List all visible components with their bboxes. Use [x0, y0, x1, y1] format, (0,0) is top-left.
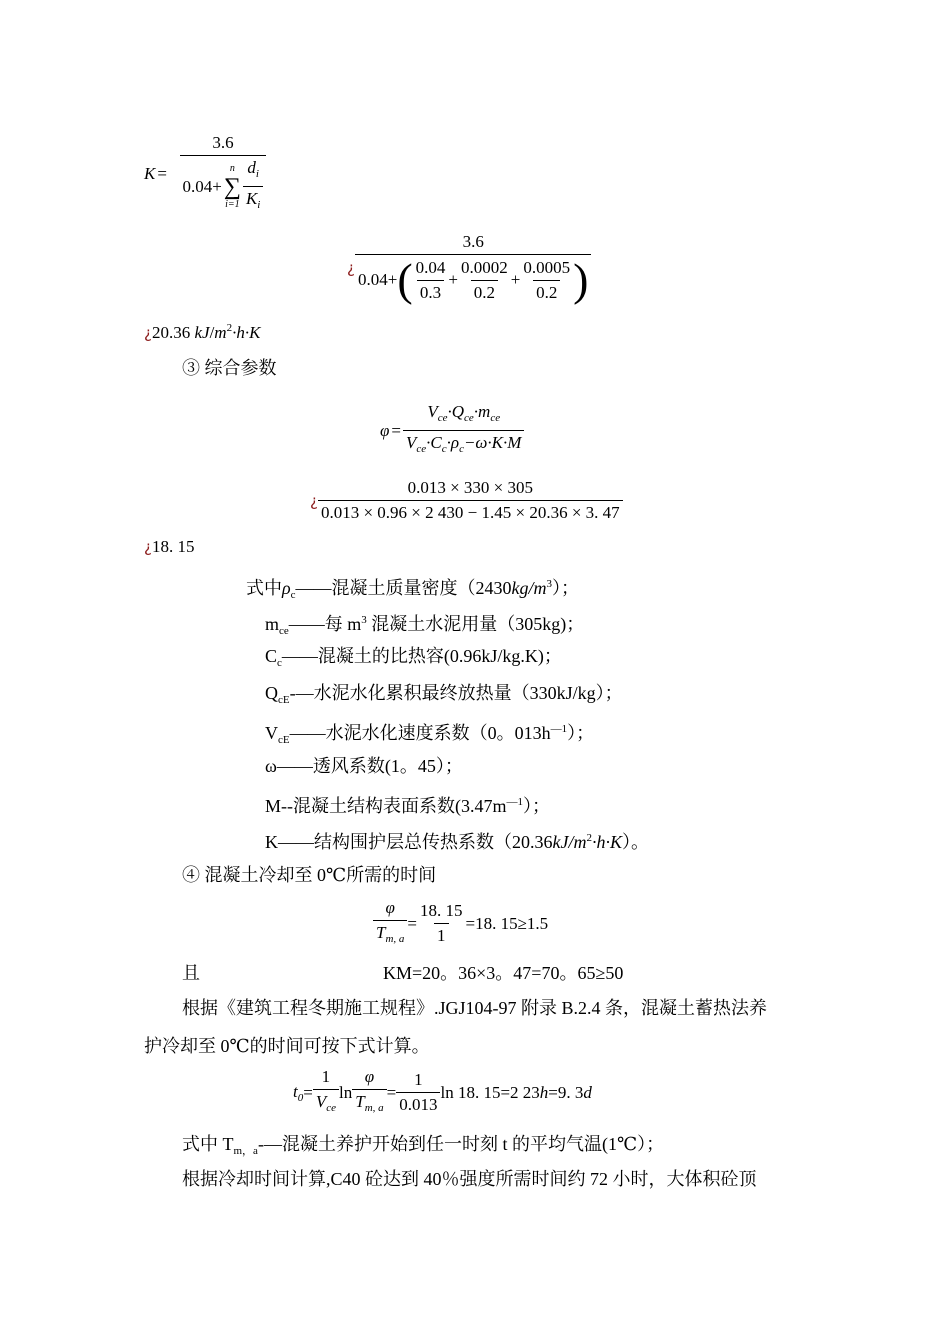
def-m-sup: —1: [506, 796, 523, 808]
k-eval-plus: +: [387, 270, 398, 289]
def-vce-sup: —1: [550, 723, 568, 735]
ratio-den: [373, 920, 407, 949]
k-inner-den: [243, 186, 263, 215]
ratio-den-2: 1: [434, 923, 449, 946]
def-k-unit-sup: 2: [586, 832, 592, 844]
k-result-unit-a: kJ: [194, 323, 210, 342]
ratio-eq: =: [407, 913, 418, 933]
phi-num-v: V: [427, 402, 438, 421]
phi-denominator: [403, 430, 524, 459]
k-eval-plus-2: +: [448, 270, 458, 289]
k-result-unit-rest: ·h·K: [232, 323, 261, 342]
def-m-text-b: ）；: [523, 796, 550, 816]
def-rho-tail: ）；: [552, 578, 580, 598]
phi-num-q-sub: ce: [464, 412, 474, 424]
def-mce-sym: m: [265, 614, 280, 634]
paragraph-1-continued: 护冷却至 0℃的时间可按下式计算。: [144, 1036, 430, 1056]
def-mce-sup: 3: [361, 614, 367, 626]
def-mce-sub: ce: [279, 625, 289, 637]
term-2-den: 0.2: [471, 280, 498, 303]
def-qce-text: -—水泥水化累积最终放热量（330kJ/kg）；: [289, 683, 623, 703]
t0-eq-2: =: [386, 1082, 397, 1102]
def-k-unit-rest: ·h·K: [591, 832, 622, 852]
k-eval-den-const: 0.04: [357, 270, 388, 289]
k-inner-fraction: [243, 158, 263, 215]
phi-den-v-sub: ce: [416, 443, 427, 455]
k-eval-denominator: [355, 254, 591, 303]
phi-lhs: φ: [380, 420, 390, 440]
def-mce-text-b: 混凝土水泥用量（305kg)；: [366, 614, 585, 634]
def-rho-sym: ρ: [282, 578, 291, 598]
k-eval-marker: ¿: [347, 258, 355, 277]
def-rho-prefix: 式中: [246, 578, 282, 598]
paragraph-1: 根据《建筑工程冬期施工规程》.JGJ104-97 附录 B.2.4 条，混凝土蓄热法养: [182, 998, 768, 1018]
phi-num-m: m: [478, 402, 491, 421]
phi-den-dot-2: ·: [446, 433, 451, 452]
k-inner-num-sym: d: [247, 158, 256, 177]
and-expression: KM=20。36×3。47=70。65≥50: [383, 963, 624, 983]
phi-num-q: Q: [451, 402, 465, 421]
def-k-text-b: ）。: [622, 832, 649, 852]
t0-f1-den-sub: ce: [326, 1102, 336, 1114]
k-result-slash: /: [209, 323, 215, 342]
close-paren: ): [573, 254, 589, 305]
phi-num-v-sub: ce: [437, 412, 448, 424]
phi-result: [144, 537, 194, 557]
ratio-rest: =18. 15≥1.5: [465, 913, 549, 933]
def-tma-prefix: 式中 T: [182, 1134, 234, 1154]
k-numerator: 3.6: [212, 133, 234, 152]
open-paren: (: [397, 254, 413, 305]
k-inner-den-sym: K: [245, 189, 258, 208]
t0-rest: =9. 3: [548, 1082, 584, 1102]
phi-den-dot-1: ·: [426, 433, 431, 452]
k-denominator: [180, 155, 267, 215]
def-vce-text-a: ——水泥水化速度系数（0。013h: [289, 723, 551, 743]
ratio-num: φ: [385, 898, 395, 917]
phi-eval-fraction: [318, 478, 623, 523]
sum-symbol: [224, 163, 241, 211]
def-tma-sub: m，a: [233, 1145, 258, 1157]
t0-f1-den-sym: V: [315, 1092, 327, 1111]
k-result: [144, 322, 260, 343]
k-result-unit-m: m: [214, 323, 227, 342]
t0-f3-den: 0.013: [396, 1092, 440, 1115]
t0-fraction-3: [396, 1070, 440, 1115]
k-eval-term-2: [458, 258, 511, 303]
def-qce-sub: cE: [278, 694, 290, 706]
def-mce-text-a: ——每 m: [288, 614, 362, 634]
k-eval-term-1: [413, 258, 449, 303]
definition-omega: ω——透风系数(1。45）；: [265, 756, 463, 776]
k-fraction: [169, 133, 277, 215]
phi-eval-numerator: 0.013 × 330 × 305: [407, 478, 534, 497]
phi-eval-marker: ¿: [310, 491, 318, 510]
t0-d: d: [583, 1082, 592, 1102]
paragraph-2: 根据冷却时间计算,C40 砼达到 40％强度所需时间约 72 小时，大体积砼顶: [182, 1169, 757, 1189]
ratio-den-sym: T: [376, 923, 386, 942]
def-cc-sym: C: [265, 646, 278, 666]
ratio-fraction-1: [373, 898, 407, 949]
k-inner-num-sub: i: [255, 168, 259, 180]
t0-f1-num: 1: [321, 1067, 331, 1086]
t0-lhs-sub: 0: [297, 1091, 304, 1104]
def-rho-unit-sup: 3: [546, 578, 553, 590]
t0-f2-den-sub: m, a: [364, 1102, 384, 1114]
k-inner-num: [244, 158, 262, 186]
section-3-title: ③ 综合参数: [182, 358, 277, 378]
ratio-fraction-2: [417, 901, 466, 946]
sum-top: n: [229, 162, 235, 174]
definition-vce: [265, 717, 594, 752]
term-1-den: 0.3: [417, 280, 444, 303]
def-vce-sub: cE: [278, 734, 290, 746]
t0-ln-2: ln 18. 15=2 23: [440, 1082, 540, 1102]
term-2-num: 0.0002: [460, 257, 508, 277]
k-plus: +: [212, 176, 222, 196]
sum-bottom: i=1: [225, 198, 240, 210]
formula-k-eval: [347, 232, 591, 303]
t0-fraction-1: [313, 1067, 339, 1118]
definition-m: [265, 790, 550, 818]
phi-den-rest: −ω·K·M: [463, 433, 522, 452]
section-4-title: ④ 混凝土冷却至 0℃所需的时间: [182, 865, 437, 885]
t0-f2-den-sym: T: [355, 1092, 365, 1111]
def-vce-text-b: ）；: [567, 723, 595, 743]
phi-num-dot-2: ·: [473, 402, 479, 421]
k-inner-den-sub: i: [257, 199, 261, 211]
t0-f1-den: [313, 1089, 339, 1118]
definition-rho: [246, 572, 579, 607]
ratio-num-2: 18. 15: [420, 901, 463, 920]
definition-cc: [265, 644, 562, 675]
ratio-den-sub: m, a: [385, 933, 405, 945]
def-rho-unit: kg/m: [511, 578, 547, 598]
term-1-num: 0.04: [415, 257, 446, 277]
k-den-const: 0.04: [182, 176, 213, 196]
formula-t0: [293, 1067, 592, 1118]
def-rho-text: ——混凝土质量密度（2430: [295, 578, 512, 598]
t0-h: h: [539, 1082, 549, 1102]
phi-eq: =: [391, 420, 401, 440]
definition-k: [265, 826, 649, 854]
t0-ln: ln: [338, 1082, 353, 1102]
phi-numerator: [424, 402, 503, 430]
def-k-text-a: K——结构围护层总传热系数（20.36: [265, 832, 553, 852]
definition-mce: [265, 608, 584, 643]
phi-den-c: C: [430, 433, 442, 452]
def-cc-sub: c: [277, 657, 282, 669]
phi-num-dot-1: ·: [447, 402, 452, 421]
phi-num-m-sub: ce: [490, 412, 501, 424]
def-rho-sub: c: [290, 589, 296, 601]
k-result-marker: ¿: [144, 324, 152, 342]
phi-den-c-sub: c: [441, 443, 447, 455]
t0-f3-num: 1: [414, 1070, 423, 1089]
phi-eval-denominator: 0.013 × 0.96 × 2 430 − 1.45 × 20.36 × 3. 47: [318, 500, 623, 523]
def-k-unit: kJ/m: [552, 832, 587, 852]
t0-fraction-2: [352, 1067, 386, 1118]
k-result-value: 20.36: [151, 323, 191, 342]
def-vce-sym: V: [265, 723, 278, 743]
term-3-num: 0.0005: [523, 257, 571, 277]
phi-result-value: 18. 15: [151, 537, 195, 556]
term-3-den: 0.2: [533, 280, 560, 303]
formula-k: [144, 133, 277, 215]
k-eq: =: [157, 164, 167, 183]
phi-den-v: V: [406, 433, 417, 452]
k-result-unit-sup: 2: [226, 322, 233, 334]
and-label: 且: [182, 963, 200, 983]
phi-den-rho: ρ: [450, 433, 460, 452]
formula-phi: [380, 402, 524, 459]
phi-result-marker: ¿: [144, 538, 152, 556]
phi-fraction: [403, 402, 524, 459]
def-tma-text: -—混凝土养护开始到任一时刻 t 的平均气温(1℃）；: [257, 1134, 665, 1154]
k-lhs: K: [144, 164, 156, 183]
k-eval-numerator: 3.6: [462, 232, 484, 251]
formula-ratio: [373, 898, 548, 949]
definition-qce: [265, 681, 623, 712]
def-cc-text: ——混凝土的比热容(0.96kJ/kg.K)；: [281, 646, 562, 666]
t0-eq: =: [303, 1082, 313, 1102]
k-eval-plus-3: +: [510, 270, 521, 289]
k-eval-term-3: [520, 258, 573, 303]
def-m-text-a: M--混凝土结构表面系数(3.47m: [265, 796, 507, 816]
sum-sigma: ∑: [223, 173, 241, 200]
t0-f2-den: [352, 1089, 386, 1118]
t0-lhs-sym: t: [293, 1081, 298, 1101]
t0-lhs: [293, 1082, 303, 1104]
formula-phi-eval: [310, 478, 623, 523]
t0-f2-num: φ: [364, 1067, 375, 1086]
def-qce-sym: Q: [265, 683, 278, 703]
definition-tma: [182, 1132, 664, 1163]
phi-den-rho-sub: c: [459, 443, 464, 455]
k-eval-fraction: [355, 232, 591, 303]
